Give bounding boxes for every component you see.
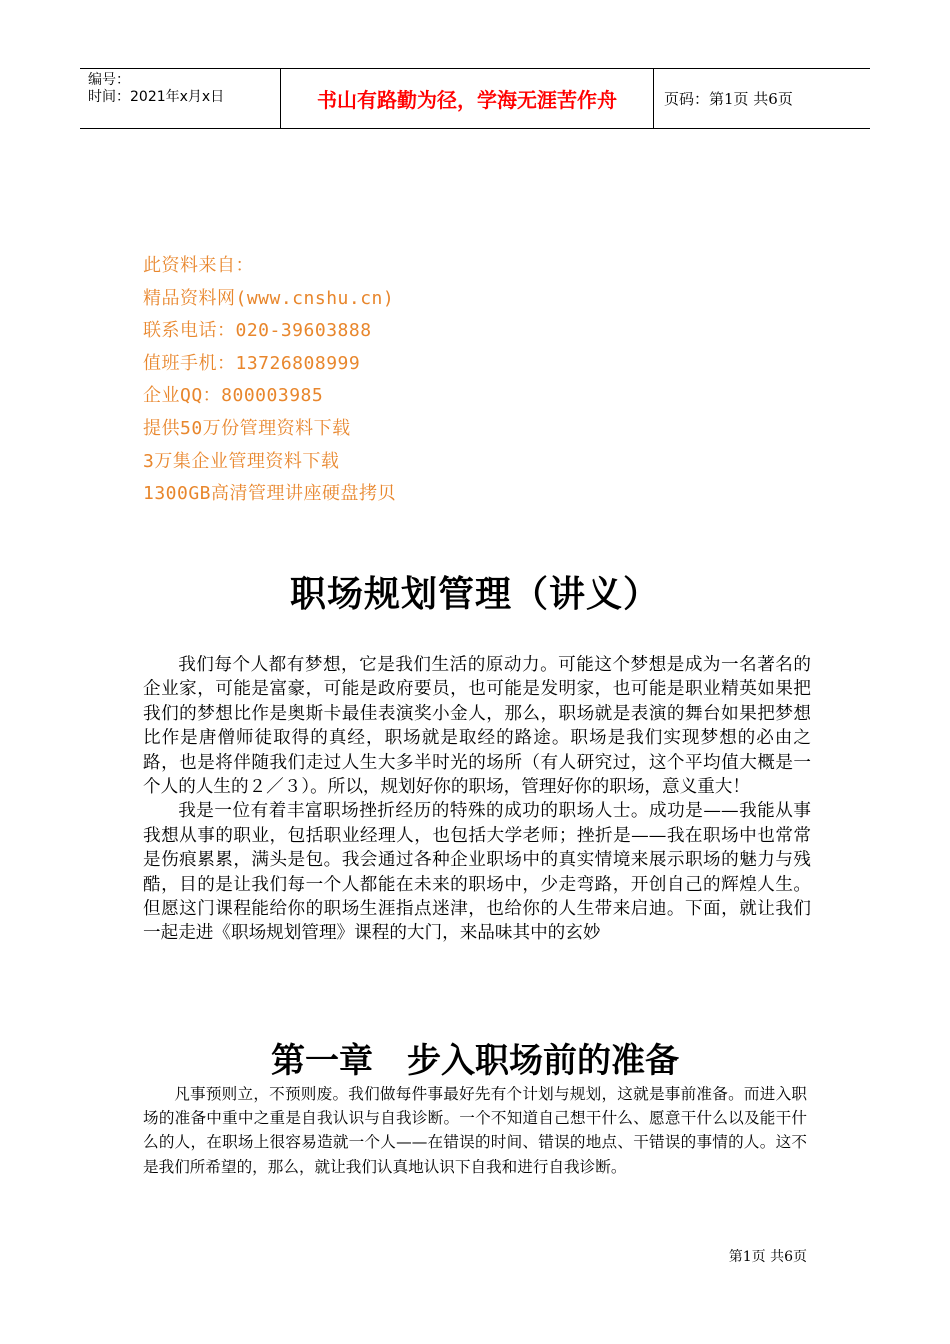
chapter-body-paragraph: 凡事预则立，不预则废。我们做每件事最好先有个计划与规划，这就是事前准备。而进入职场的准备中重中之重是自我认识与自我诊断。一个不知道自己想干什么、愿意干什么以及能干什么的人，在职场上很容易造就一个人——在错误的时间、错误的地点、干错误的事情的人。这不是我们所希望的，那么，就让我们认真地认识下自我和进行自我诊断。 [143,1085,807,1176]
intro-paragraph: 我是一位有着丰富职场挫折经历的特殊的成功的职场人士。成功是——我能从事我想从事的职业，包括职业经理人，也包括大学老师；挫折是——我在职场中也常常是伤痕累累，满头是包。我会通过各种企业职场中的真实情境来展示职场的魅力与残酷，目的是让我们每一个人都能在未来的职场中，少走弯路，开创自己的辉煌人生。但愿这门课程能给你的职场生涯指点迷津，也给你的人生带来启迪。下面，就让我们一起走进《职场规划管理》课程的大门，来品味其中的玄妙 [143,801,811,944]
source-line: 1300GB高清管理讲座硬盘拷贝 [143,483,397,505]
document-date: 时间：2021年x月x日 [88,89,225,105]
intro-paragraph: 我们每个人都有梦想，它是我们生活的原动力。可能这个梦想是成为一名著名的企业家，可能是富豪，可能是政府要员，也可能是发明家，也可能是职业精英如果把我们的梦想比作是奥斯卡最佳表演奖小金人，那么，职场就是表演的舞台如果把梦想比作是唐僧师徒取得的真经，职场就是取经的路途。职场是我们实现梦想的必由之路，也是将伴随我们走过人生大多半时光的场所（有人研究过，这个平均值大概是一个人的人生的２／３）。所以，规划好你的职场，管理好你的职场，意义重大！ [143,655,811,798]
page-header [80,68,870,129]
source-line: 提供50万份管理资料下载 [143,417,351,439]
source-line: 联系电话：020-39603888 [143,320,372,342]
source-line: 值班手机：13726808999 [143,352,361,374]
page-footer: 第1页 共6页 [728,1249,807,1265]
source-line: 3万集企业管理资料下载 [143,450,340,472]
document-title: 职场规划管理（讲义） [289,573,660,615]
source-line: 企业QQ：800003985 [143,385,324,407]
source-line: 精品资料网(www.cnshu.cn) [143,287,395,309]
source-line: 此资料来自： [143,255,254,276]
intro-section [143,653,811,946]
header-motto: 书山有路勤为径，学海无涯苦作舟 [281,69,654,128]
header-meta-cell [80,69,281,128]
header-page-info: 页码：第1页 共6页 [664,90,793,108]
chapter-title: 第一章 步入职场前的准备 [271,1041,679,1081]
source-info-block [143,250,396,511]
document-number-label: 编号： [88,72,130,88]
